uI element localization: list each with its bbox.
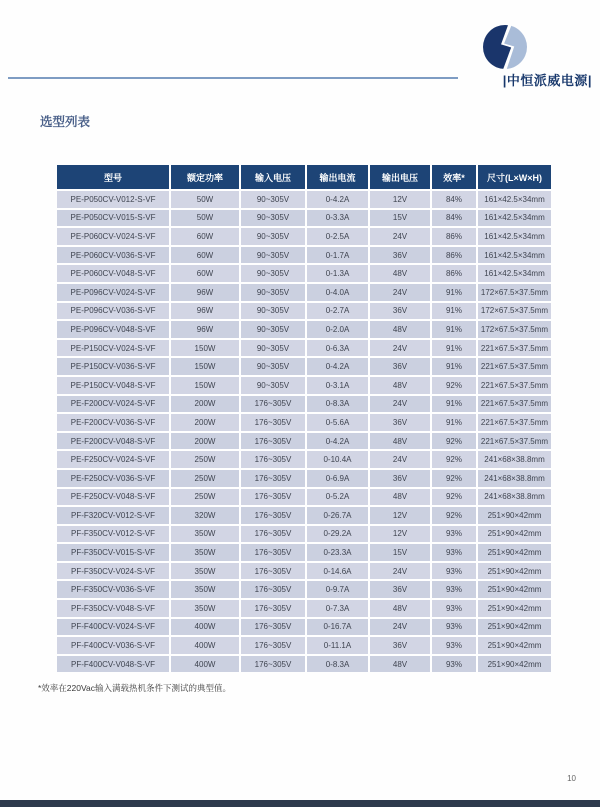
cell-5: 92% xyxy=(430,449,476,468)
cell-1: 350W xyxy=(169,524,239,543)
cell-0: PE-P060CV-V048-S-VF xyxy=(57,263,169,282)
cell-3: 0-4.2A xyxy=(305,431,368,450)
cell-5: 91% xyxy=(430,412,476,431)
cell-2: 90~305V xyxy=(239,189,305,208)
cell-4: 36V xyxy=(368,245,430,264)
cell-1: 60W xyxy=(169,245,239,264)
cell-5: 84% xyxy=(430,208,476,227)
cell-6: 221×67.5×37.5mm xyxy=(476,356,551,375)
cell-2: 90~305V xyxy=(239,245,305,264)
cell-1: 96W xyxy=(169,301,239,320)
cell-4: 36V xyxy=(368,412,430,431)
cell-6: 251×90×42mm xyxy=(476,654,551,673)
cell-0: PF-F350CV-V012-S-VF xyxy=(57,524,169,543)
cell-2: 90~305V xyxy=(239,208,305,227)
cell-4: 36V xyxy=(368,579,430,598)
cell-1: 96W xyxy=(169,319,239,338)
cell-4: 48V xyxy=(368,319,430,338)
cell-4: 24V xyxy=(368,449,430,468)
cell-0: PE-F250CV-V048-S-VF xyxy=(57,487,169,506)
cell-3: 0-9.7A xyxy=(305,579,368,598)
cell-1: 350W xyxy=(169,542,239,561)
cell-4: 36V xyxy=(368,356,430,375)
cell-0: PE-P096CV-V048-S-VF xyxy=(57,319,169,338)
cell-4: 24V xyxy=(368,338,430,357)
cell-4: 48V xyxy=(368,263,430,282)
cell-3: 0-6.9A xyxy=(305,468,368,487)
cell-3: 0-3.1A xyxy=(305,375,368,394)
cell-6: 172×67.5×37.5mm xyxy=(476,301,551,320)
table-row xyxy=(57,449,551,468)
cell-2: 176~305V xyxy=(239,524,305,543)
table-row xyxy=(57,561,551,580)
cell-3: 0-7.3A xyxy=(305,598,368,617)
table-row xyxy=(57,282,551,301)
cell-4: 12V xyxy=(368,189,430,208)
cell-0: PE-P060CV-V036-S-VF xyxy=(57,245,169,264)
cell-6: 251×90×42mm xyxy=(476,524,551,543)
cell-2: 176~305V xyxy=(239,654,305,673)
cell-5: 91% xyxy=(430,338,476,357)
selection-table-head xyxy=(57,165,551,189)
cell-3: 0-16.7A xyxy=(305,617,368,636)
table-row xyxy=(57,375,551,394)
table-row xyxy=(57,598,551,617)
table-row xyxy=(57,487,551,506)
cell-2: 176~305V xyxy=(239,394,305,413)
cell-2: 176~305V xyxy=(239,617,305,636)
cell-3: 0-4.2A xyxy=(305,189,368,208)
cell-4: 48V xyxy=(368,375,430,394)
table-row xyxy=(57,338,551,357)
cell-5: 84% xyxy=(430,189,476,208)
cell-4: 36V xyxy=(368,301,430,320)
cell-5: 92% xyxy=(430,468,476,487)
cell-3: 0-2.5A xyxy=(305,226,368,245)
cell-2: 90~305V xyxy=(239,338,305,357)
cell-3: 0-5.6A xyxy=(305,412,368,431)
cell-0: PE-P150CV-V036-S-VF xyxy=(57,356,169,375)
cell-4: 48V xyxy=(368,654,430,673)
cell-0: PE-P150CV-V048-S-VF xyxy=(57,375,169,394)
cell-3: 0-8.3A xyxy=(305,394,368,413)
cell-6: 251×90×42mm xyxy=(476,505,551,524)
selection-table-body xyxy=(57,189,551,672)
cell-2: 176~305V xyxy=(239,505,305,524)
cell-4: 24V xyxy=(368,394,430,413)
cell-6: 161×42.5×34mm xyxy=(476,245,551,264)
cell-0: PE-P060CV-V024-S-VF xyxy=(57,226,169,245)
cell-5: 93% xyxy=(430,542,476,561)
cell-3: 0-10.4A xyxy=(305,449,368,468)
cell-5: 92% xyxy=(430,487,476,506)
cell-3: 0-6.3A xyxy=(305,338,368,357)
cell-3: 0-5.2A xyxy=(305,487,368,506)
table-row xyxy=(57,468,551,487)
cell-2: 90~305V xyxy=(239,301,305,320)
cell-6: 251×90×42mm xyxy=(476,598,551,617)
cell-6: 221×67.5×37.5mm xyxy=(476,338,551,357)
cell-3: 0-1.3A xyxy=(305,263,368,282)
cell-6: 221×67.5×37.5mm xyxy=(476,394,551,413)
brand-logo-icon xyxy=(483,25,527,69)
cell-2: 176~305V xyxy=(239,449,305,468)
cell-5: 93% xyxy=(430,598,476,617)
cell-3: 0-14.6A xyxy=(305,561,368,580)
cell-3: 0-4.2A xyxy=(305,356,368,375)
cell-4: 24V xyxy=(368,617,430,636)
cell-6: 221×67.5×37.5mm xyxy=(476,431,551,450)
cell-1: 250W xyxy=(169,468,239,487)
cell-5: 93% xyxy=(430,617,476,636)
cell-1: 350W xyxy=(169,579,239,598)
cell-5: 91% xyxy=(430,394,476,413)
header-divider-line xyxy=(8,77,458,79)
cell-4: 24V xyxy=(368,282,430,301)
table-row xyxy=(57,245,551,264)
column-header-3: 输出电流 xyxy=(305,165,368,189)
cell-1: 60W xyxy=(169,226,239,245)
table-row xyxy=(57,208,551,227)
table-row xyxy=(57,189,551,208)
cell-4: 24V xyxy=(368,561,430,580)
column-header-2: 输入电压 xyxy=(239,165,305,189)
cell-3: 0-2.0A xyxy=(305,319,368,338)
cell-2: 176~305V xyxy=(239,431,305,450)
table-row xyxy=(57,356,551,375)
table-row xyxy=(57,654,551,673)
cell-0: PE-F250CV-V024-S-VF xyxy=(57,449,169,468)
page-title: 选型列表 xyxy=(40,115,91,129)
cell-0: PE-P150CV-V024-S-VF xyxy=(57,338,169,357)
cell-6: 172×67.5×37.5mm xyxy=(476,282,551,301)
cell-0: PF-F320CV-V012-S-VF xyxy=(57,505,169,524)
cell-1: 200W xyxy=(169,394,239,413)
table-row xyxy=(57,542,551,561)
cell-1: 320W xyxy=(169,505,239,524)
cell-1: 250W xyxy=(169,449,239,468)
cell-0: PE-F200CV-V036-S-VF xyxy=(57,412,169,431)
cell-0: PE-P050CV-V012-S-VF xyxy=(57,189,169,208)
cell-5: 91% xyxy=(430,319,476,338)
cell-1: 150W xyxy=(169,338,239,357)
column-header-0: 型号 xyxy=(57,165,169,189)
cell-1: 350W xyxy=(169,561,239,580)
cell-3: 0-4.0A xyxy=(305,282,368,301)
cell-6: 251×90×42mm xyxy=(476,617,551,636)
brand-name: |中恒派威电源| xyxy=(502,73,592,88)
selection-table xyxy=(57,165,551,672)
cell-5: 93% xyxy=(430,561,476,580)
cell-1: 200W xyxy=(169,412,239,431)
cell-3: 0-26.7A xyxy=(305,505,368,524)
cell-6: 241×68×38.8mm xyxy=(476,487,551,506)
cell-5: 93% xyxy=(430,654,476,673)
table-row xyxy=(57,319,551,338)
cell-0: PE-P096CV-V024-S-VF xyxy=(57,282,169,301)
cell-1: 50W xyxy=(169,189,239,208)
cell-6: 241×68×38.8mm xyxy=(476,468,551,487)
cell-1: 150W xyxy=(169,356,239,375)
cell-0: PF-F350CV-V036-S-VF xyxy=(57,579,169,598)
logo-dark-shape xyxy=(483,25,511,69)
cell-0: PF-F350CV-V024-S-VF xyxy=(57,561,169,580)
footer-bar xyxy=(0,800,600,807)
cell-4: 36V xyxy=(368,635,430,654)
cell-3: 0-23.3A xyxy=(305,542,368,561)
cell-1: 250W xyxy=(169,487,239,506)
cell-5: 92% xyxy=(430,505,476,524)
cell-6: 161×42.5×34mm xyxy=(476,226,551,245)
cell-6: 251×90×42mm xyxy=(476,579,551,598)
cell-1: 150W xyxy=(169,375,239,394)
cell-4: 24V xyxy=(368,226,430,245)
efficiency-footnote: *效率在220Vac输入满载热机条件下测试的典型值。 xyxy=(38,683,232,693)
cell-1: 400W xyxy=(169,635,239,654)
cell-6: 221×67.5×37.5mm xyxy=(476,412,551,431)
cell-6: 251×90×42mm xyxy=(476,542,551,561)
cell-2: 90~305V xyxy=(239,319,305,338)
table-row xyxy=(57,579,551,598)
cell-5: 86% xyxy=(430,245,476,264)
cell-5: 91% xyxy=(430,301,476,320)
cell-4: 48V xyxy=(368,431,430,450)
cell-0: PF-F400CV-V036-S-VF xyxy=(57,635,169,654)
cell-1: 96W xyxy=(169,282,239,301)
table-row xyxy=(57,524,551,543)
table-row xyxy=(57,431,551,450)
cell-4: 48V xyxy=(368,598,430,617)
cell-0: PF-F400CV-V048-S-VF xyxy=(57,654,169,673)
cell-5: 92% xyxy=(430,375,476,394)
cell-2: 176~305V xyxy=(239,542,305,561)
cell-2: 176~305V xyxy=(239,579,305,598)
cell-0: PF-F400CV-V024-S-VF xyxy=(57,617,169,636)
cell-4: 15V xyxy=(368,208,430,227)
cell-2: 90~305V xyxy=(239,282,305,301)
cell-6: 251×90×42mm xyxy=(476,635,551,654)
cell-4: 15V xyxy=(368,542,430,561)
cell-0: PF-F350CV-V048-S-VF xyxy=(57,598,169,617)
cell-2: 90~305V xyxy=(239,375,305,394)
cell-3: 0-1.7A xyxy=(305,245,368,264)
cell-5: 93% xyxy=(430,635,476,654)
cell-5: 92% xyxy=(430,431,476,450)
cell-2: 90~305V xyxy=(239,356,305,375)
table-row xyxy=(57,412,551,431)
cell-3: 0-11.1A xyxy=(305,635,368,654)
table-row xyxy=(57,505,551,524)
cell-0: PE-P096CV-V036-S-VF xyxy=(57,301,169,320)
cell-3: 0-8.3A xyxy=(305,654,368,673)
cell-2: 176~305V xyxy=(239,412,305,431)
table-header-row xyxy=(57,165,551,189)
cell-1: 60W xyxy=(169,263,239,282)
cell-0: PE-P050CV-V015-S-VF xyxy=(57,208,169,227)
cell-5: 91% xyxy=(430,356,476,375)
cell-4: 12V xyxy=(368,505,430,524)
cell-2: 176~305V xyxy=(239,487,305,506)
cell-0: PE-F200CV-V048-S-VF xyxy=(57,431,169,450)
cell-6: 251×90×42mm xyxy=(476,561,551,580)
cell-5: 93% xyxy=(430,579,476,598)
cell-6: 161×42.5×34mm xyxy=(476,263,551,282)
cell-1: 50W xyxy=(169,208,239,227)
cell-5: 86% xyxy=(430,226,476,245)
cell-4: 36V xyxy=(368,468,430,487)
cell-2: 90~305V xyxy=(239,263,305,282)
cell-2: 176~305V xyxy=(239,635,305,654)
column-header-5: 效率* xyxy=(430,165,476,189)
column-header-4: 输出电压 xyxy=(368,165,430,189)
cell-6: 241×68×38.8mm xyxy=(476,449,551,468)
cell-0: PE-F200CV-V024-S-VF xyxy=(57,394,169,413)
cell-6: 161×42.5×34mm xyxy=(476,208,551,227)
cell-5: 93% xyxy=(430,524,476,543)
cell-3: 0-29.2A xyxy=(305,524,368,543)
column-header-6: 尺寸(L×W×H) xyxy=(476,165,551,189)
cell-6: 161×42.5×34mm xyxy=(476,189,551,208)
table-row xyxy=(57,301,551,320)
cell-6: 172×67.5×37.5mm xyxy=(476,319,551,338)
cell-1: 400W xyxy=(169,617,239,636)
cell-0: PF-F350CV-V015-S-VF xyxy=(57,542,169,561)
cell-1: 200W xyxy=(169,431,239,450)
table-row xyxy=(57,617,551,636)
cell-4: 12V xyxy=(368,524,430,543)
cell-2: 176~305V xyxy=(239,561,305,580)
cell-1: 400W xyxy=(169,654,239,673)
cell-2: 176~305V xyxy=(239,468,305,487)
cell-3: 0-3.3A xyxy=(305,208,368,227)
cell-0: PE-F250CV-V036-S-VF xyxy=(57,468,169,487)
cell-3: 0-2.7A xyxy=(305,301,368,320)
cell-5: 91% xyxy=(430,282,476,301)
column-header-1: 额定功率 xyxy=(169,165,239,189)
cell-4: 48V xyxy=(368,487,430,506)
table-row xyxy=(57,226,551,245)
cell-6: 221×67.5×37.5mm xyxy=(476,375,551,394)
table-row xyxy=(57,635,551,654)
cell-1: 350W xyxy=(169,598,239,617)
cell-2: 176~305V xyxy=(239,598,305,617)
page-number: 10 xyxy=(567,774,576,783)
table-row xyxy=(57,263,551,282)
cell-5: 86% xyxy=(430,263,476,282)
cell-2: 90~305V xyxy=(239,226,305,245)
table-row xyxy=(57,394,551,413)
